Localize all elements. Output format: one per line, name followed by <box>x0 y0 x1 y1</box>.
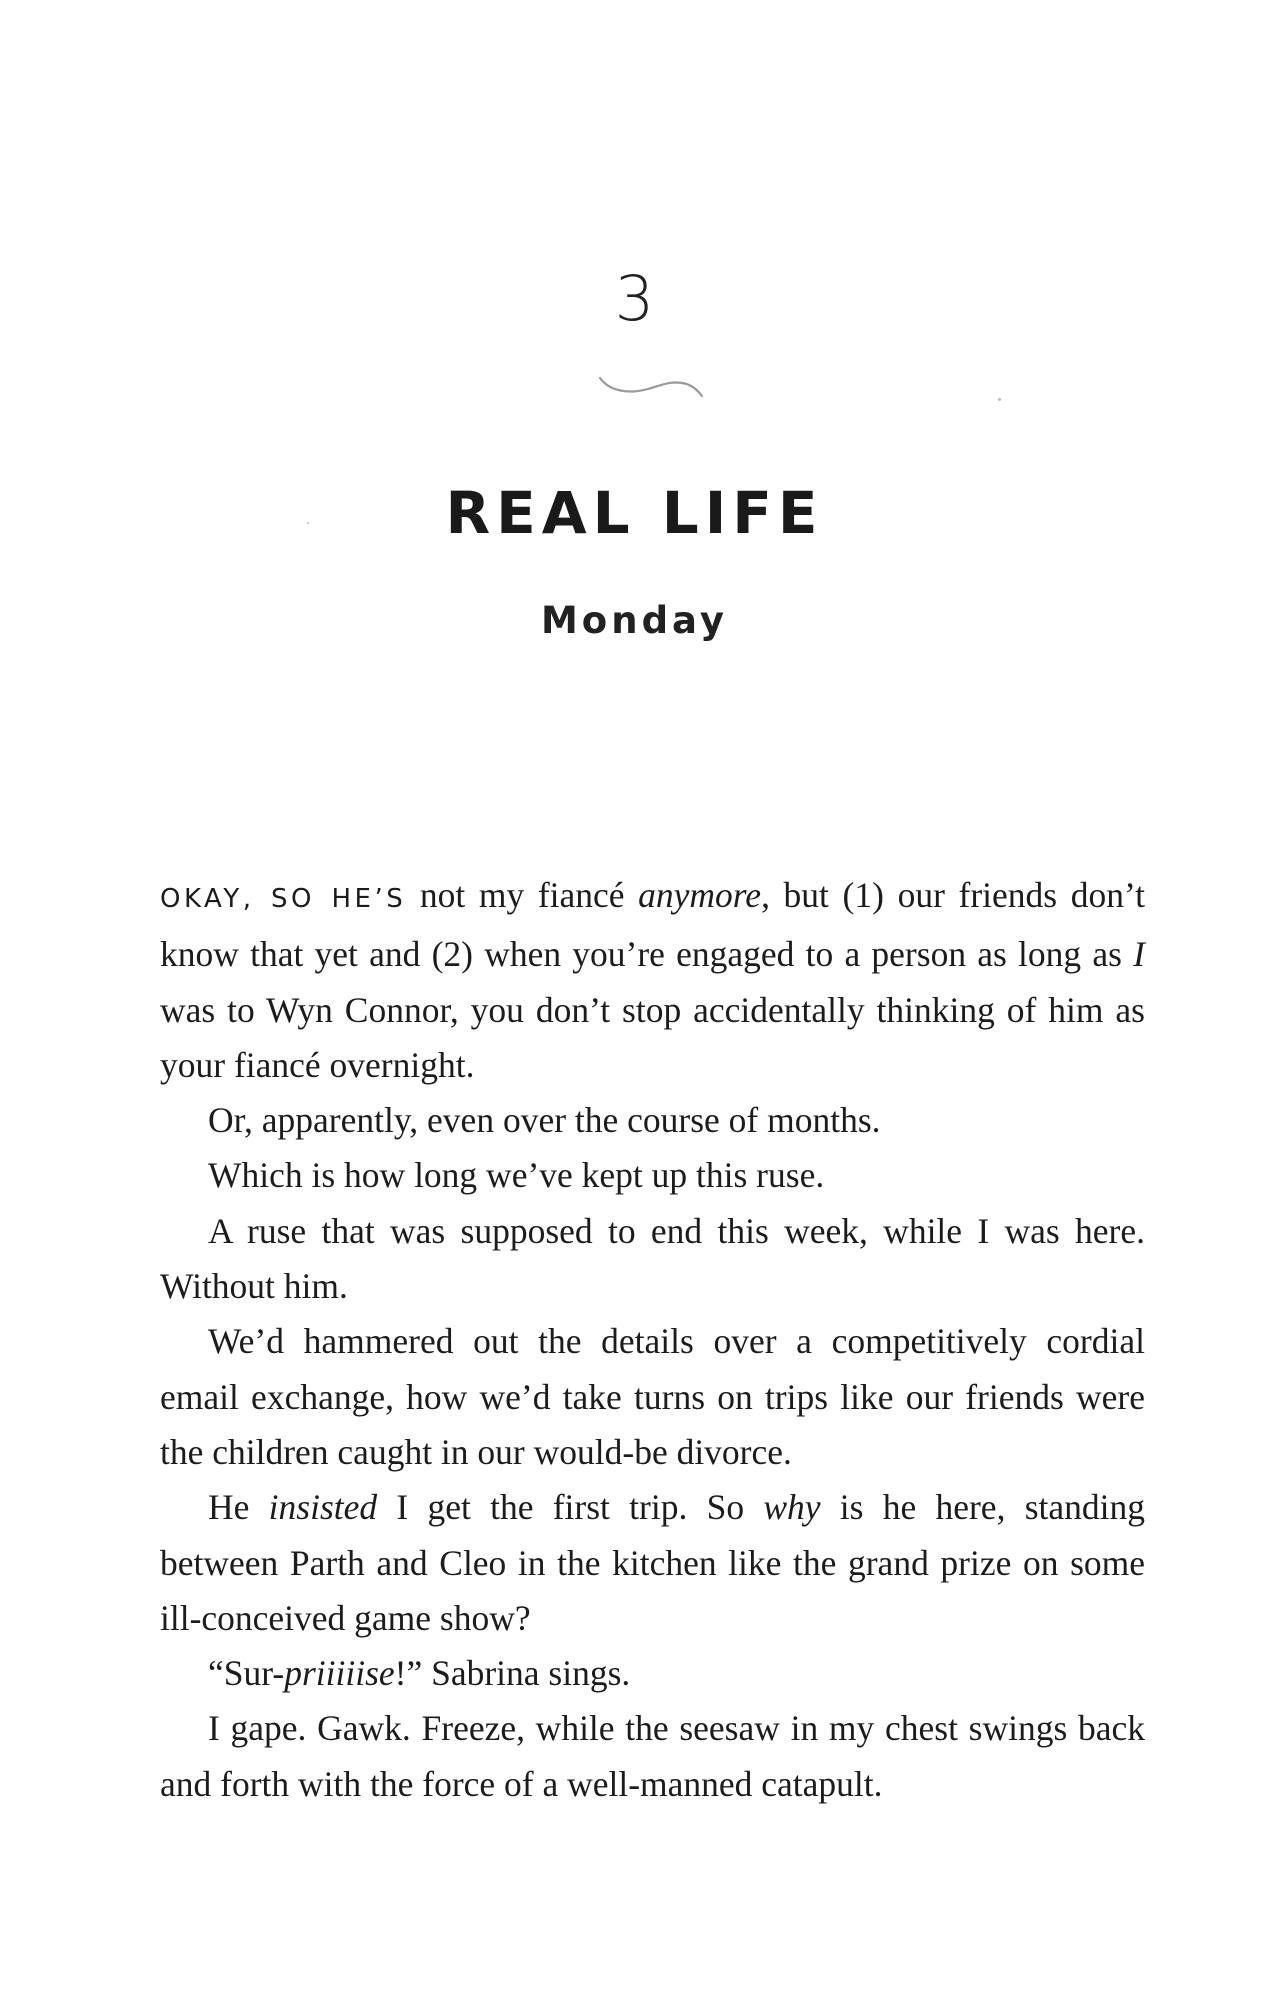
paragraph-4: A ruse that was supposed to end this week, while I was here. Without him. <box>160 1210 1145 1307</box>
chapter-day: Monday <box>540 599 728 642</box>
text-run: “Sur- <box>208 1653 285 1694</box>
scan-speck <box>307 522 309 524</box>
paragraph-7 <box>160 1646 1145 1701</box>
paragraph-5: We’d hammered out the details over a competitively cordial email exchange, how we’d take turns on trips like our friends were the children caught in our would-be divorce. <box>160 1321 1145 1472</box>
text-run: , but (1) our friends don’t know that yet and (2) when you’re engaged to a person as long as <box>160 875 1146 975</box>
chapter-body <box>160 868 1145 1812</box>
emphasis: I <box>1133 934 1145 975</box>
emphasis: anymore <box>638 875 762 915</box>
lead-in: OKAY, SO HE’S <box>160 884 407 914</box>
scan-speck <box>998 398 1001 401</box>
paragraph-8: I gape. Gawk. Freeze, while the seesaw in my chest swings back and forth with the force of a well-manned catapult. <box>160 1708 1145 1804</box>
text-run: is he here, standing between Parth and Cleo in the kitchen like the grand prize on some ill-conceived game show? <box>160 1487 1145 1638</box>
chapter-title: REAL LIFE <box>445 479 824 547</box>
text-run: He <box>208 1487 269 1528</box>
emphasis: why <box>763 1487 821 1528</box>
chapter-number: 3 <box>614 262 655 335</box>
emphasis: priiiiise <box>284 1653 395 1694</box>
paragraph-3: Which is how long we’ve kept up this ruse. <box>208 1155 825 1196</box>
text-run: not my fiancé <box>406 875 639 915</box>
text-run: I get the first trip. So <box>377 1487 764 1528</box>
text-run: was to Wyn Connor, you don’t stop accidentally thinking of him as your fiancé overnight. <box>160 989 1145 1085</box>
emphasis: insisted <box>268 1487 378 1528</box>
paragraph-6 <box>160 1480 1145 1646</box>
swash-ornament-icon <box>596 372 708 406</box>
text-run: !” Sabrina sings. <box>394 1653 631 1694</box>
paragraph-2: Or, apparently, even over the course of months. <box>208 1100 881 1141</box>
paragraph-1 <box>160 868 1145 1093</box>
